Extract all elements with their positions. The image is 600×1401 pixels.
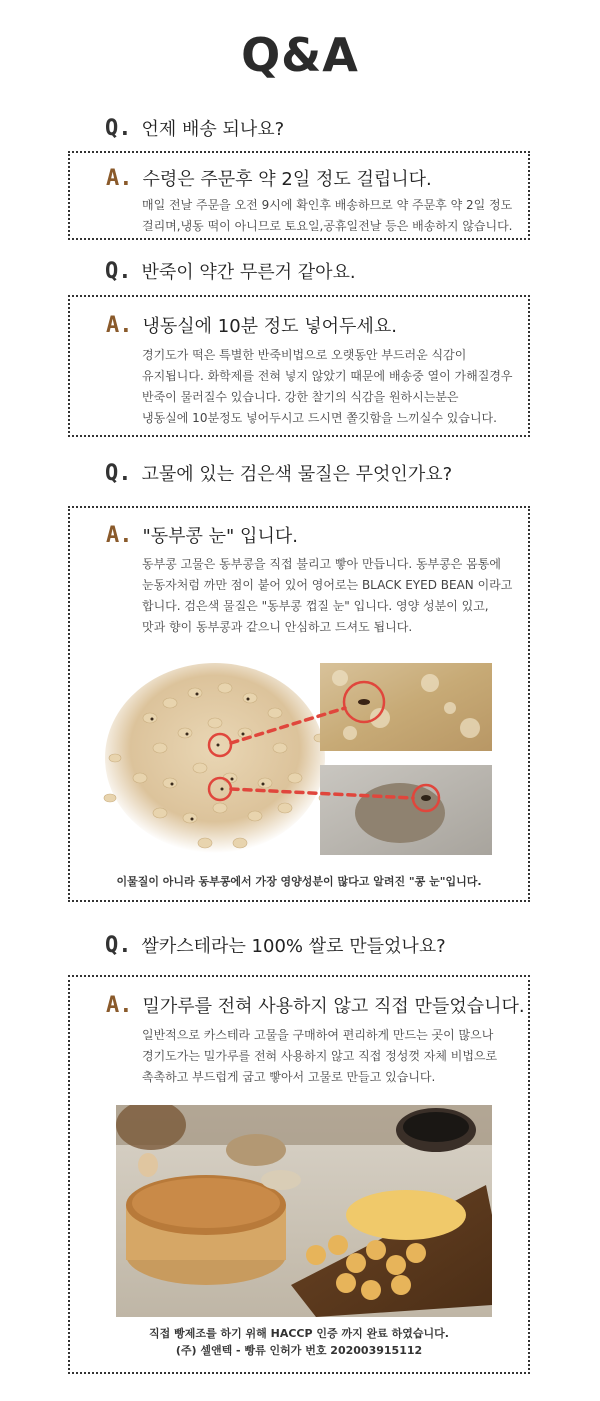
body-line: 촉촉하고 부드럽게 굽고 빻아서 고물로 만들고 있습니다. — [142, 1070, 436, 1084]
body-line: 동부콩 고물은 동부콩을 직접 불리고 빻아 만듭니다. 동부콩은 몸통에 — [142, 557, 501, 571]
answer-body — [142, 1025, 522, 1088]
answer-body — [142, 554, 522, 638]
image-caption — [70, 1325, 528, 1359]
body-line: 경기도가는 밀가루를 전혀 사용하지 않고 직접 정성껏 자체 비법으로 — [142, 1049, 498, 1063]
question-text: 반죽이 약간 무른거 같아요. — [141, 262, 356, 283]
body-line: 반죽이 물러질수 있습니다. 강한 찰기의 식감을 원하시는분은 — [142, 390, 459, 404]
answer-text: 밀가루를 전혀 사용하지 않고 직접 만들었습니다. — [142, 996, 525, 1017]
q-mark: Q. — [105, 115, 132, 141]
body-line: 합니다. 검은색 물질은 "동부콩 껍질 눈" 입니다. 영양 성분이 있고, — [142, 599, 489, 613]
question-2 — [105, 258, 356, 284]
q-mark: Q. — [105, 460, 132, 486]
bean-closeup — [355, 783, 445, 843]
body-line: 경기도가 떡은 특별한 반죽비법으로 오랫동안 부드러운 식감이 — [142, 348, 467, 362]
castella-photo — [116, 1105, 492, 1317]
a-mark: A. — [106, 992, 133, 1018]
q-mark: Q. — [105, 932, 132, 958]
body-line: 일반적으로 카스테라 고물을 구매하여 편리하게 만드는 곳이 많으나 — [142, 1028, 494, 1042]
q-mark: Q. — [105, 258, 132, 284]
answer-box-4 — [68, 975, 530, 1374]
answer-text: 냉동실에 10분 정도 넣어두세요. — [142, 316, 397, 337]
answer-text: "동부콩 눈" 입니다. — [142, 526, 298, 547]
answer-text: 수령은 주문후 약 2일 정도 걸립니다. — [142, 169, 432, 190]
answer-3 — [106, 522, 298, 548]
caption-line: 직접 빵제조를 하기 위해 HACCP 인증 까지 완료 하였습니다. — [149, 1327, 449, 1340]
answer-body — [142, 345, 522, 429]
body-line: 유지됩니다. 화학제를 전혀 넣지 않았기 때문에 배송중 열이 가해질경우 — [142, 369, 513, 383]
question-4 — [105, 932, 446, 958]
caption-line: (주) 셀앤텍 - 빵류 인허가 번호 202003915112 — [175, 1344, 423, 1357]
bean-pile — [105, 663, 325, 853]
page-title: Q&A — [241, 28, 359, 82]
body-line: 걸리며,냉동 떡이 아니므로 토요일,공휴일전날 등은 배송하지 않습니다. — [142, 219, 513, 233]
answer-4 — [106, 992, 525, 1018]
black-eyed-bean-illustration — [90, 658, 510, 863]
answer-box-3 — [68, 506, 530, 902]
body-line: 매일 전날 주문을 오전 9시에 확인후 배송하므로 약 주문후 약 2일 정도 — [142, 198, 513, 212]
a-mark: A. — [106, 165, 133, 191]
question-text: 언제 배송 되나요? — [141, 119, 285, 140]
question-text: 쌀카스테라는 100% 쌀로 만들었나요? — [141, 936, 446, 957]
answer-2 — [106, 312, 397, 338]
body-line: 눈동자처럼 까만 점이 붙어 있어 영어로는 BLACK EYED BEAN 이라고 — [142, 578, 513, 592]
body-line: 맛과 향이 동부콩과 같으니 안심하고 드셔도 됩니다. — [142, 620, 413, 634]
answer-box-2 — [68, 295, 530, 437]
question-3 — [105, 460, 452, 486]
answer-body — [142, 195, 522, 237]
question-1 — [105, 115, 284, 141]
a-mark: A. — [106, 522, 133, 548]
answer-1 — [106, 165, 432, 191]
bean-eye-spot — [421, 795, 431, 801]
question-text: 고물에 있는 검은색 물질은 무엇인가요? — [141, 464, 453, 485]
bean-eye-spot — [358, 699, 370, 705]
a-mark: A. — [106, 312, 133, 338]
body-line: 냉동실에 10분정도 넣어두시고 드시면 쫄깃함을 느끼실수 있습니다. — [142, 411, 497, 425]
image-caption: 이물질이 아니라 동부콩에서 가장 영양성분이 많다고 알려진 "콩 눈"입니다. — [116, 875, 482, 888]
answer-box-1 — [68, 151, 530, 240]
